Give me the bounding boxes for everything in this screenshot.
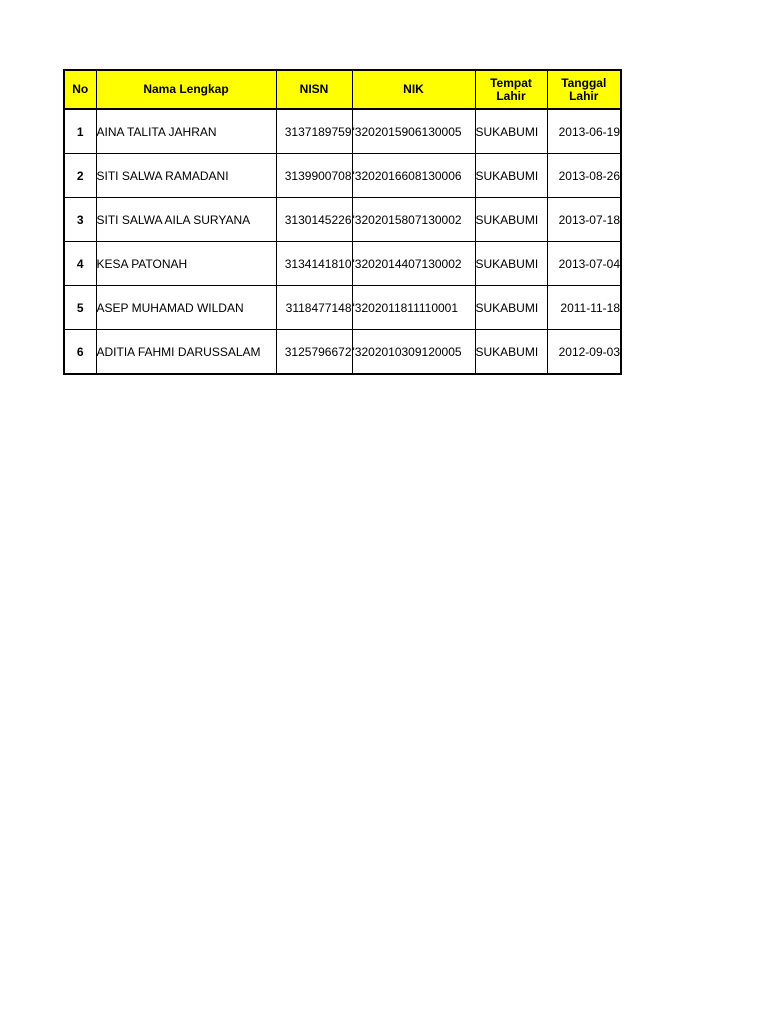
cell-tempat-lahir[interactable]: SUKABUMI bbox=[475, 242, 547, 286]
cell-tanggal-lahir[interactable]: 2013-06-19 bbox=[547, 109, 621, 154]
cell-nik[interactable]: '3202011811110001 bbox=[352, 286, 475, 330]
cell-nama[interactable]: SITI SALWA AILA SURYANA bbox=[96, 198, 276, 242]
cell-no[interactable]: 6 bbox=[64, 330, 96, 375]
cell-tempat-lahir[interactable]: SUKABUMI bbox=[475, 198, 547, 242]
table-row bbox=[64, 286, 621, 330]
cell-no[interactable]: 5 bbox=[64, 286, 96, 330]
cell-no[interactable]: 3 bbox=[64, 198, 96, 242]
cell-nama[interactable]: KESA PATONAH bbox=[96, 242, 276, 286]
cell-tanggal-lahir[interactable]: 2013-08-26 bbox=[547, 154, 621, 198]
cell-tanggal-lahir[interactable]: 2012-09-03 bbox=[547, 330, 621, 375]
cell-nama[interactable]: AINA TALITA JAHRAN bbox=[96, 109, 276, 154]
cell-no[interactable]: 1 bbox=[64, 109, 96, 154]
table-row bbox=[64, 242, 621, 286]
cell-tempat-lahir[interactable]: SUKABUMI bbox=[475, 286, 547, 330]
cell-nik[interactable]: '3202010309120005 bbox=[352, 330, 475, 375]
cell-nisn[interactable]: 3125796672 bbox=[276, 330, 352, 375]
spreadsheet-page bbox=[63, 69, 622, 375]
cell-nisn[interactable]: 3134141810 bbox=[276, 242, 352, 286]
cell-tanggal-lahir[interactable]: 2011-11-18 bbox=[547, 286, 621, 330]
header-nik[interactable]: NIK bbox=[352, 70, 475, 109]
cell-tempat-lahir[interactable]: SUKABUMI bbox=[475, 330, 547, 375]
cell-no[interactable]: 2 bbox=[64, 154, 96, 198]
table-header-row bbox=[64, 70, 621, 109]
table-row bbox=[64, 198, 621, 242]
cell-nama[interactable]: SITI SALWA RAMADANI bbox=[96, 154, 276, 198]
cell-nama[interactable]: ADITIA FAHMI DARUSSALAM bbox=[96, 330, 276, 375]
table-row bbox=[64, 109, 621, 154]
cell-nik[interactable]: '3202015807130002 bbox=[352, 198, 475, 242]
cell-nik[interactable]: '3202015906130005 bbox=[352, 109, 475, 154]
header-tanggal-lahir[interactable]: Tanggal Lahir bbox=[547, 70, 621, 109]
cell-tempat-lahir[interactable]: SUKABUMI bbox=[475, 109, 547, 154]
cell-nik[interactable]: '3202016608130006 bbox=[352, 154, 475, 198]
header-nama-lengkap[interactable]: Nama Lengkap bbox=[96, 70, 276, 109]
header-no[interactable]: No bbox=[64, 70, 96, 109]
table-row bbox=[64, 154, 621, 198]
cell-nik[interactable]: '3202014407130002 bbox=[352, 242, 475, 286]
cell-tempat-lahir[interactable]: SUKABUMI bbox=[475, 154, 547, 198]
header-tempat-lahir[interactable]: Tempat Lahir bbox=[475, 70, 547, 109]
cell-nisn[interactable]: 3118477148 bbox=[276, 286, 352, 330]
cell-nisn[interactable]: 3139900708 bbox=[276, 154, 352, 198]
cell-tanggal-lahir[interactable]: 2013-07-18 bbox=[547, 198, 621, 242]
student-table bbox=[63, 69, 622, 375]
table-row bbox=[64, 330, 621, 375]
header-nisn[interactable]: NISN bbox=[276, 70, 352, 109]
cell-nisn[interactable]: 3137189759 bbox=[276, 109, 352, 154]
cell-tanggal-lahir[interactable]: 2013-07-04 bbox=[547, 242, 621, 286]
cell-nama[interactable]: ASEP MUHAMAD WILDAN bbox=[96, 286, 276, 330]
cell-nisn[interactable]: 3130145226 bbox=[276, 198, 352, 242]
cell-no[interactable]: 4 bbox=[64, 242, 96, 286]
